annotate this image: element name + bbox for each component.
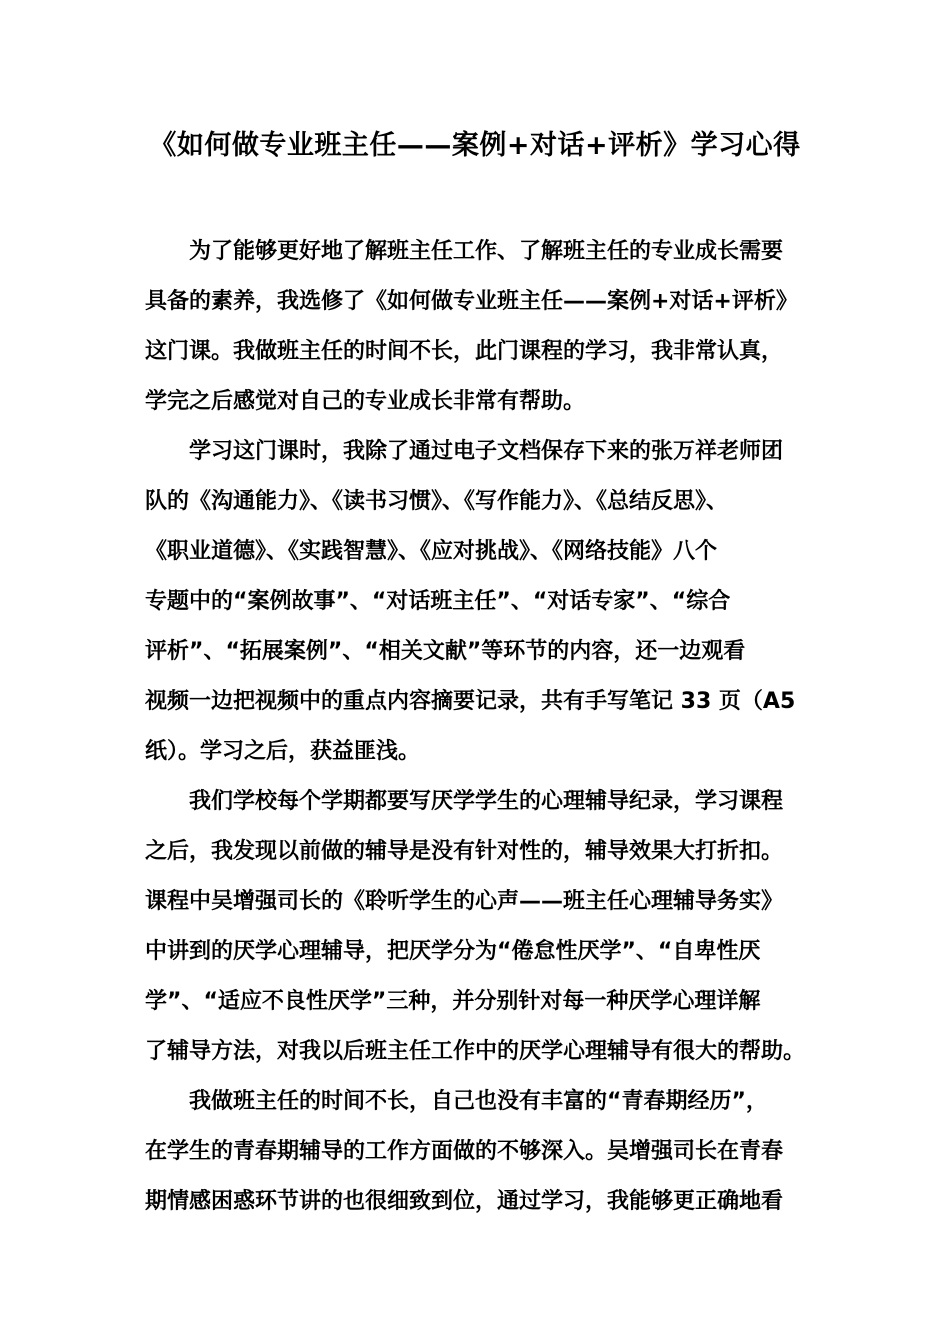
paragraph-line: 学完之后感觉对自己的专业成长非常有帮助。 [145,389,586,414]
paragraph-line: 为了能够更好地了解班主任工作、了解班主任的专业成长需要 [189,239,784,264]
paragraph-line: 期情感困惑环节讲的也很细致到位，通过学习，我能够更正确地看 [145,1189,784,1214]
paragraph-line: 队的《沟通能力》、《读书习惯》、《写作能力》、《总结反思》、 [145,489,729,514]
paragraph-line: 视频一边把视频中的重点内容摘要记录，共有手写笔记 33 页（A5 [145,689,796,714]
document-body [145,227,825,1227]
paragraph-line: 评析”、“拓展案例”、“相关文献”等环节的内容，还一边观看 [145,639,746,664]
paragraph-line: 中讲到的厌学心理辅导，把厌学分为“倦怠性厌学”、“自卑性厌 [145,939,761,964]
paragraph-line: 学习这门课时，我除了通过电子文档保存下来的张万祥老师团 [189,439,784,464]
paragraph-line: 课程中吴增强司长的《聆听学生的心声——班主任心理辅导务实》 [145,889,784,914]
paragraph-line: 了辅导方法，对我以后班主任工作中的厌学心理辅导有很大的帮助。 [145,1039,806,1064]
paragraph-line: 这门课。我做班主任的时间不长，此门课程的学习，我非常认真， [145,339,784,364]
paragraph-line: 之后，我发现以前做的辅导是没有针对性的，辅导效果大打折扣。 [145,839,784,864]
document-title: 《如何做专业班主任——案例+对话+评析》学习心得 [149,130,801,161]
paragraph-line: 具备的素养，我选修了《如何做专业班主任——案例+对话+评析》 [145,289,798,314]
paragraph-line: 纸）。学习之后，获益匪浅。 [145,739,421,764]
paragraph-line: 我做班主任的时间不长，自己也没有丰富的“青春期经历”， [189,1089,768,1114]
paragraph-line: 在学生的青春期辅导的工作方面做的不够深入。吴增强司长在青春 [145,1139,784,1164]
paragraph-line: 我们学校每个学期都要写厌学学生的心理辅导纪录，学习课程 [189,789,784,814]
paragraph-line: 学”、“适应不良性厌学”三种，并分别针对每一种厌学心理详解 [145,989,761,1014]
paragraph-line: 专题中的“案例故事”、“对话班主任”、“对话专家”、“综合 [145,589,731,614]
paragraph-line: 《职业道德》、《实践智慧》、《应对挑战》、《网络技能》八个 [145,539,718,564]
